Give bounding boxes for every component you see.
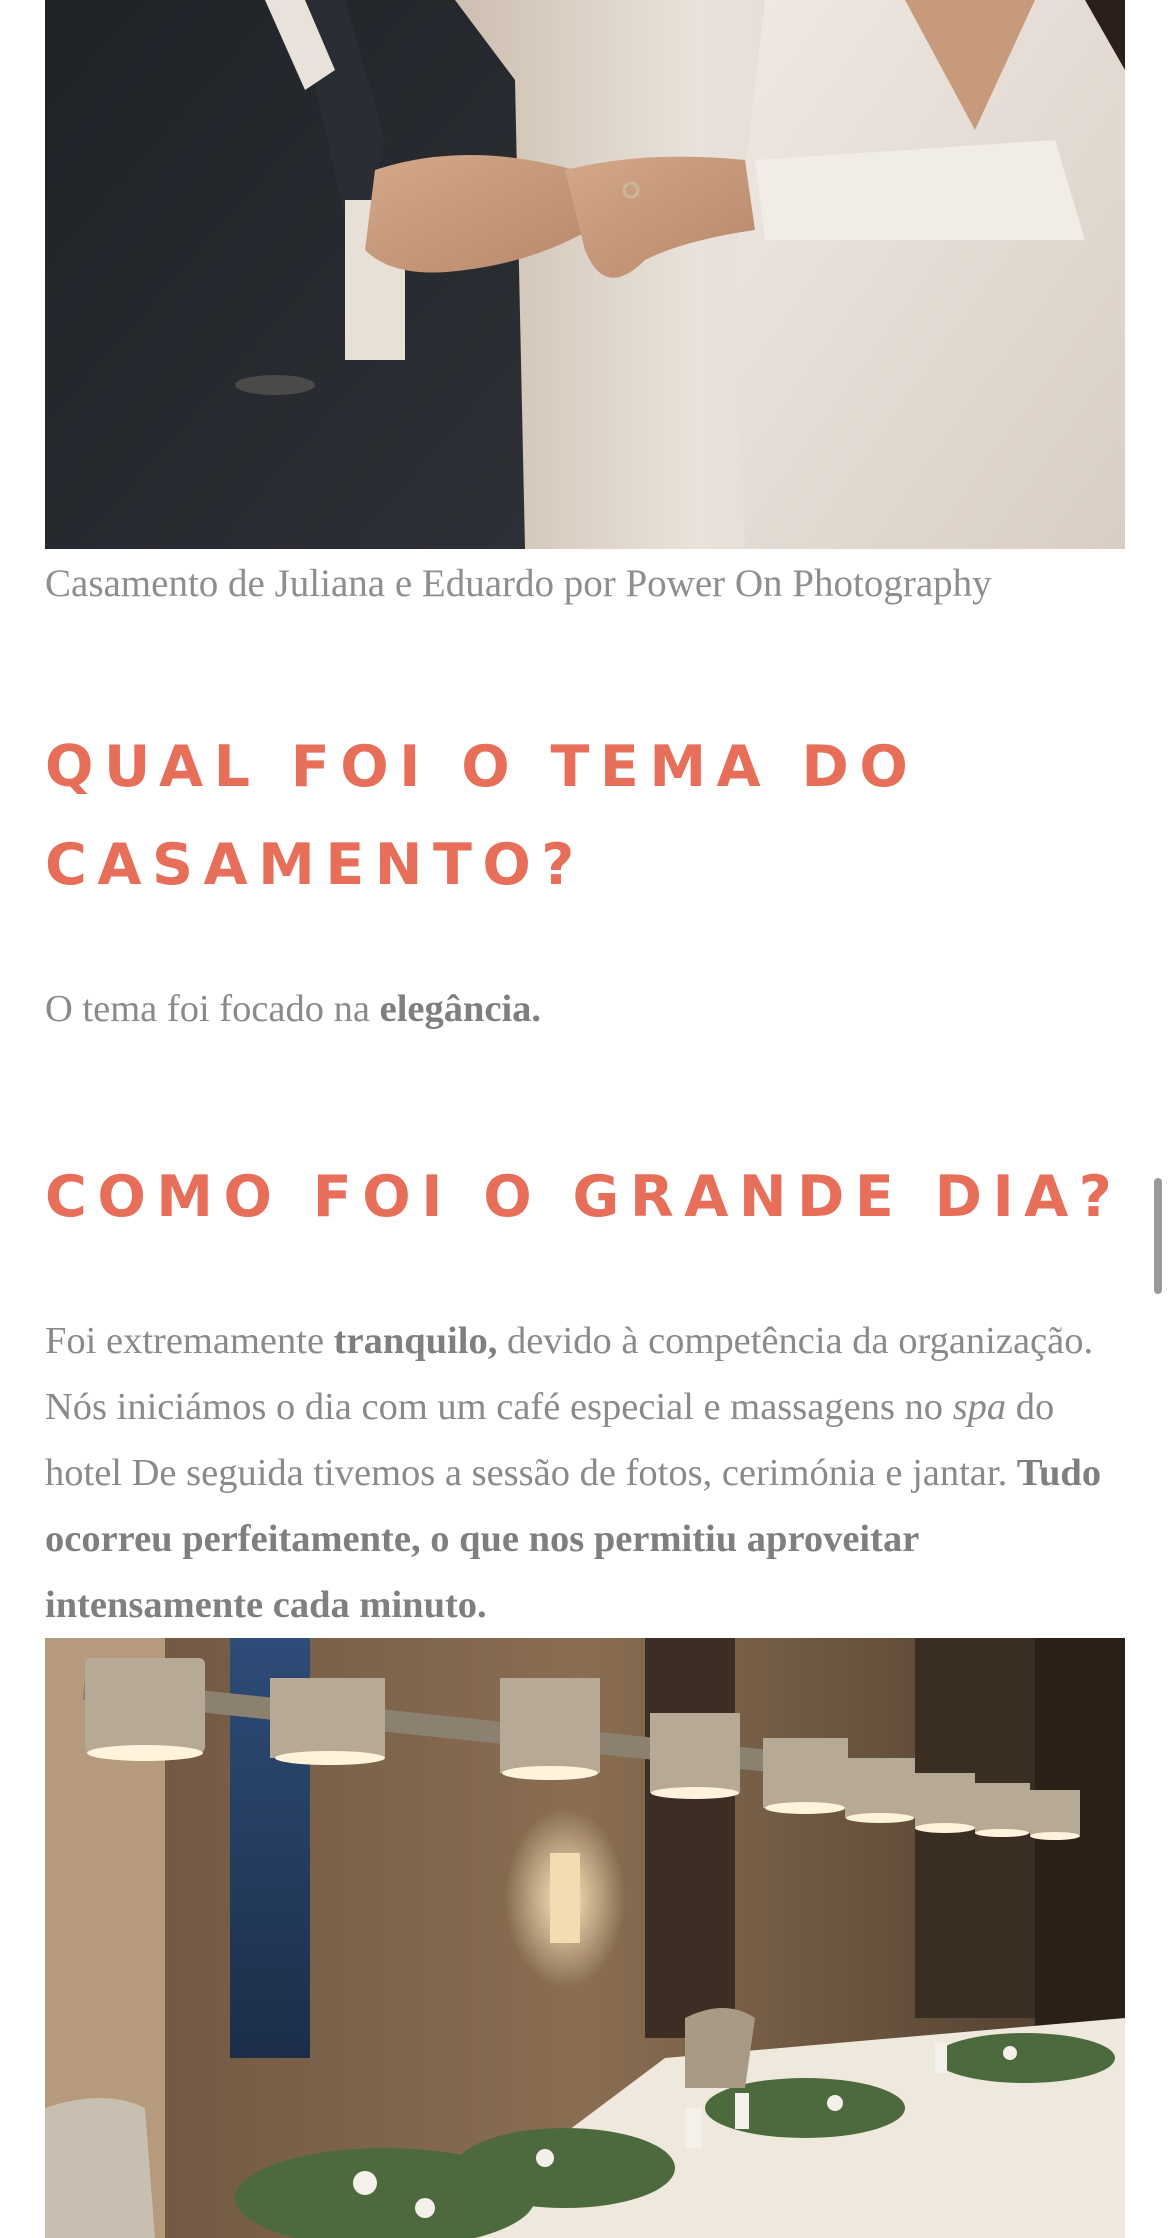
paragraph-text: O tema foi focado na [45,988,380,1030]
section-heading-big-day: COMO FOI O GRANDE DIA? [45,1164,1123,1230]
paragraph-bold-text: elegância. [379,988,542,1030]
paragraph-text: Foi extremamente [45,1320,334,1362]
section-heading-theme: QUAL FOI O TEMA DO CASAMENTO? [45,734,919,898]
paragraph-italic-text: spa [952,1386,1007,1428]
page-scrollbar[interactable] [1154,1178,1162,1294]
section-paragraph-theme [45,976,1135,1042]
dining-room-photo [45,1638,1125,2238]
paragraph-text: do hotel De seguida tivemos a sessão de fotos, cerimónia e jantar. [45,1386,1055,1494]
ring-ceremony-photo [45,0,1125,549]
paragraph-text: devido à competência da organização. Nós iniciámos o dia com um café especial e massagens no [45,1320,1094,1428]
paragraph-bold-text: tranquilo, [333,1320,498,1362]
paragraph-bold-text: Tudo ocorreu perfeitamente, o que nos permitiu aproveitar intensamente cada minuto. [45,1452,1102,1626]
photo-caption: Casamento de Juliana e Eduardo por Power On Photography [45,562,992,605]
section-paragraph-big-day [45,1308,1135,1638]
